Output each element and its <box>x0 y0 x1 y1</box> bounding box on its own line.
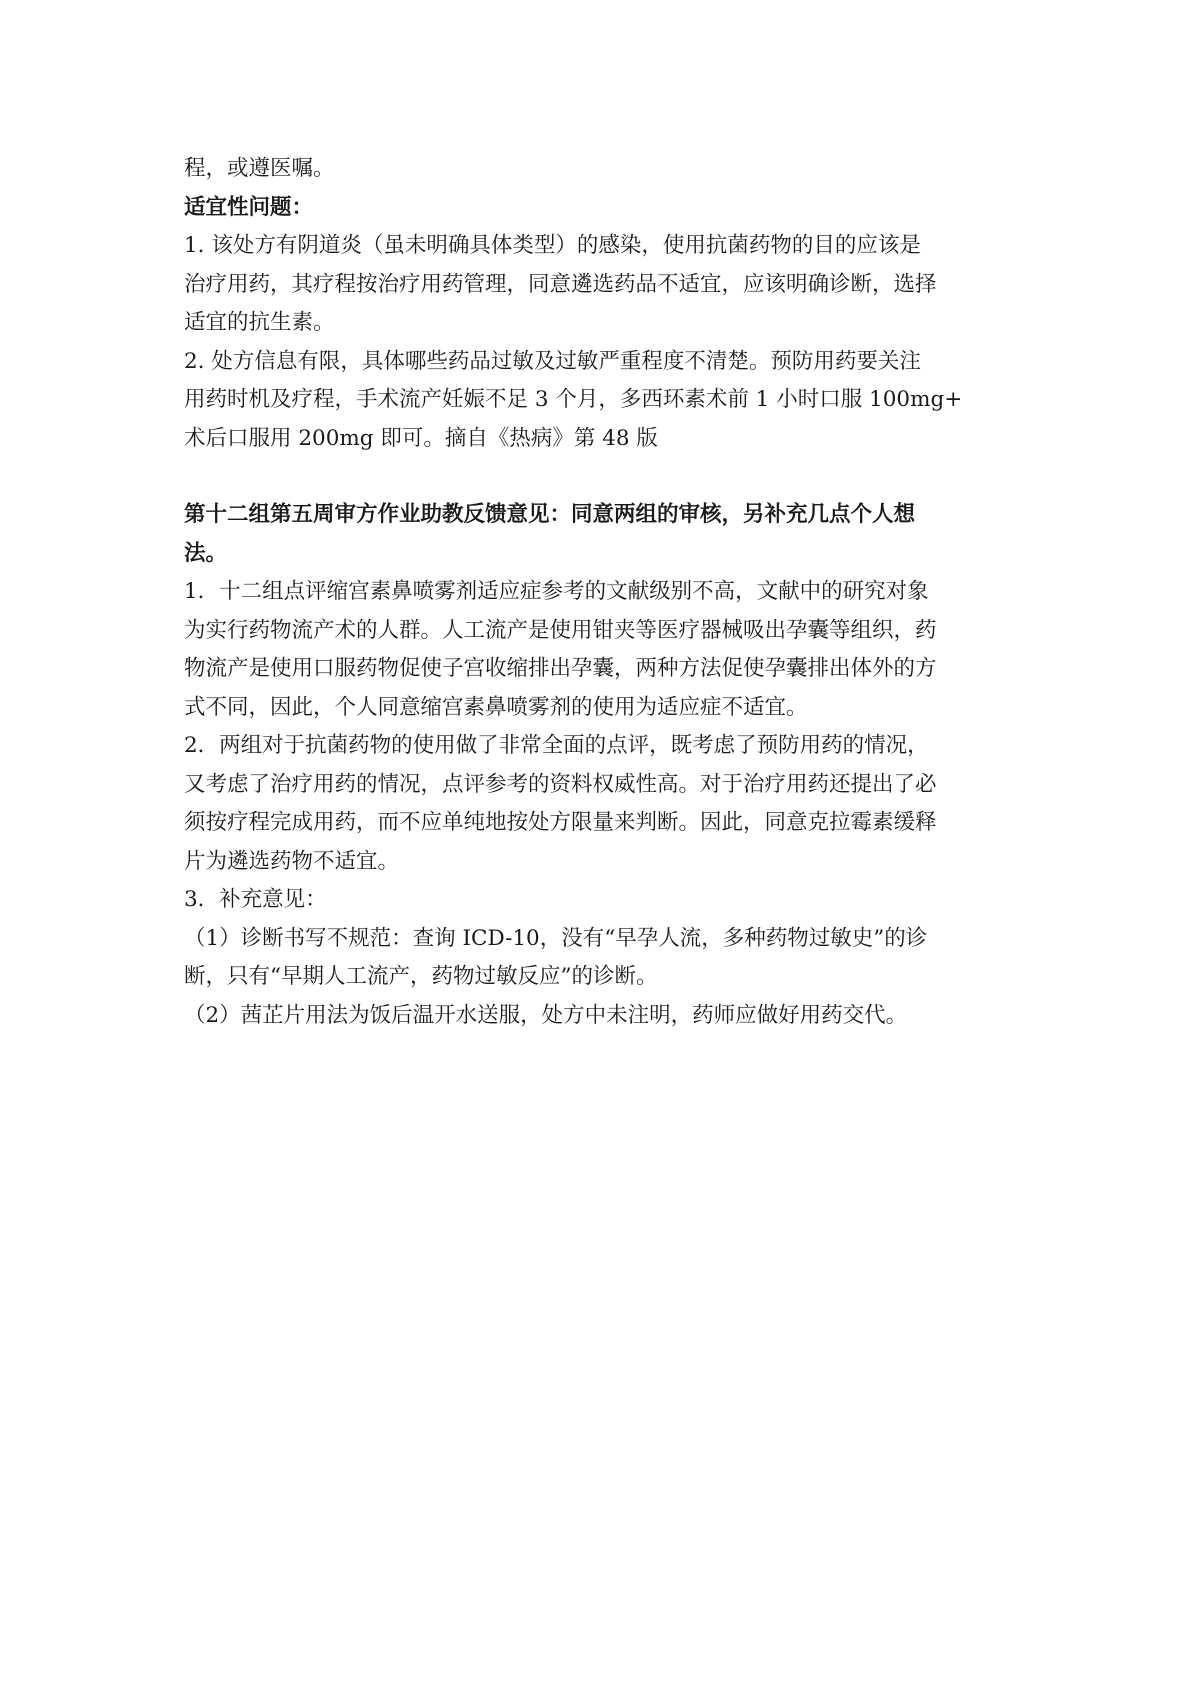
paragraph-line: 适宜的抗生素。 <box>184 310 335 335</box>
paragraph-line: 又考虑了治疗用药的情况，点评参考的资料权威性高。对于治疗用药还提出了必 <box>184 771 937 797</box>
paragraph-line: 物流产是使用口服药物促使子宫收缩排出孕囊，两种方法促使孕囊排出体外的方 <box>184 656 937 681</box>
paragraph-line: 2．两组对于抗菌药物的使用做了非常全面的点评，既考虑了预防用药的情况， <box>184 733 929 758</box>
feedback-sub-item-2: （2）茜芷片用法为饭后温开水送服，处方中未注明，药师应做好用药交代。 <box>184 1002 908 1028</box>
paragraph-line: 用药时机及疗程，手术流产妊娠不足 3 个月，多西环素术前 1 小时口服 100mg+ <box>184 387 963 412</box>
blank-line <box>184 458 1034 496</box>
paragraph-line: 2. 处方信息有限，具体哪些药品过敏及过敏严重程度不清楚。预防用药要关注 <box>184 348 921 374</box>
feedback-item-1 <box>184 573 1034 727</box>
paragraph-line: 断，只有“早期人工流产，药物过敏反应”的诊断。 <box>184 964 658 989</box>
feedback-heading <box>184 496 1034 573</box>
paragraph-line: （1）诊断书写不规范：查询 ICD-10，没有“早孕人流，多种药物过敏史”的诊 <box>184 925 928 951</box>
appropriateness-item-1 <box>184 227 1034 343</box>
feedback-item-2 <box>184 727 1034 881</box>
heading-line: 法。 <box>184 540 228 566</box>
paragraph-continuation: 程，或遵医嘱。 <box>184 156 335 181</box>
appropriateness-item-2 <box>184 343 1034 459</box>
paragraph-line: 须按疗程完成用药，而不应单纯地按处方限量来判断。因此，同意克拉霉素缓释 <box>184 810 937 835</box>
document-page <box>184 150 1034 1035</box>
appropriateness-heading: 适宜性问题： <box>184 194 314 220</box>
paragraph-line: 为实行药物流产术的人群。人工流产是使用钳夹等医疗器械吸出孕囊等组织，药 <box>184 617 937 643</box>
paragraph-line: 治疗用药，其疗程按治疗用药管理，同意遴选药品不适宜，应该明确诊断，选择 <box>184 271 937 297</box>
paragraph-line: 1．十二组点评缩宫素鼻喷雾剂适应症参考的文献级别不高，文献中的研究对象 <box>184 579 929 604</box>
paragraph-line: 1. 该处方有阴道炎（虽未明确具体类型）的感染，使用抗菌药物的目的应该是 <box>184 233 921 258</box>
paragraph-line: 片为遴选药物不适宜。 <box>184 848 400 874</box>
feedback-item-3-heading: 3．补充意见： <box>184 887 327 912</box>
paragraph-line: 式不同，因此，个人同意缩宫素鼻喷雾剂的使用为适应症不适宜。 <box>184 694 808 720</box>
paragraph-line: 术后口服用 200mg 即可。摘自《热病》第 48 版 <box>184 425 658 451</box>
heading-line: 第十二组第五周审方作业助教反馈意见：同意两组的审核，另补充几点个人想 <box>184 502 916 527</box>
feedback-sub-item-1 <box>184 920 1034 997</box>
